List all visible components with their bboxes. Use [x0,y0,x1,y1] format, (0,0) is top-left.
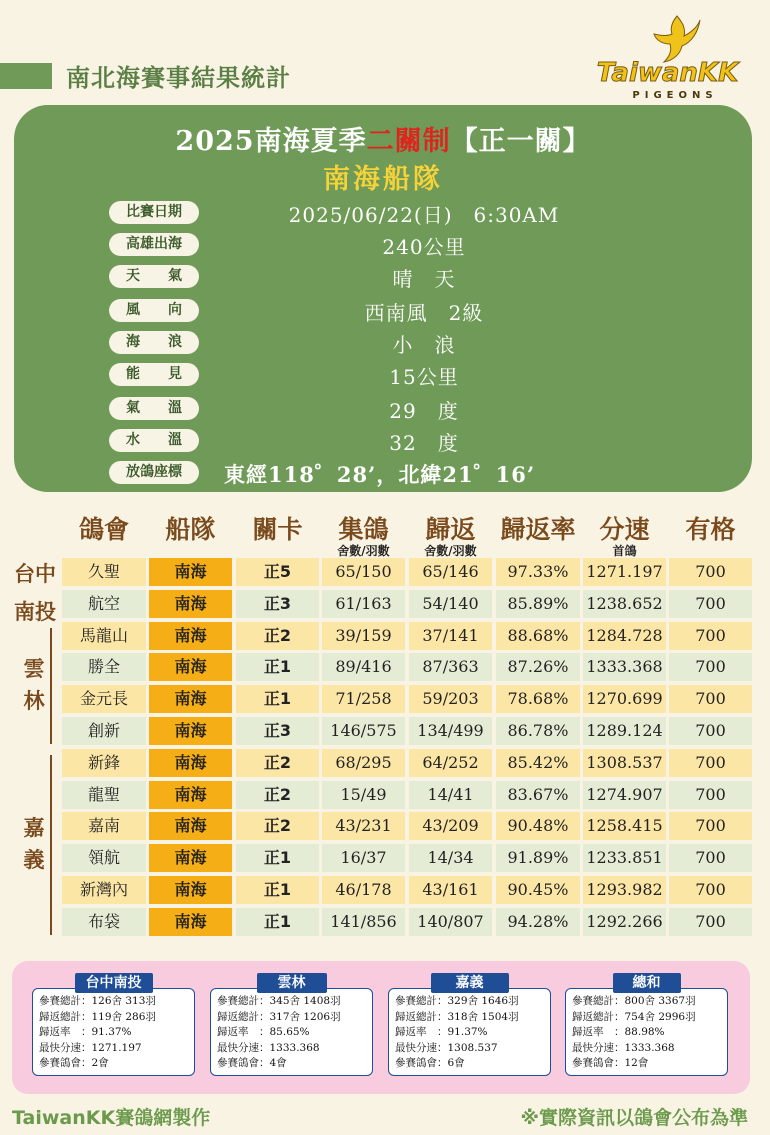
taiwankk-logo [580,14,755,104]
info-label: 比賽日期 [109,201,199,224]
cell-prize: 700 [669,812,752,840]
cell-prize: 700 [669,908,752,936]
summary-line: 歸返總計：754舍 2996羽 [572,1010,696,1023]
cell-team: 南海 [149,844,232,872]
header-rate: 歸返率 [500,515,576,544]
cell-rate: 83.67% [496,781,580,809]
cell-team: 南海 [149,685,232,713]
header-team: 船隊 [165,515,216,544]
info-label: 水 溫 [109,429,199,452]
event-info-panel [14,105,752,492]
subheader-collect: 舍數/羽數 [337,544,390,558]
cell-stage: 正1 [236,653,319,681]
cell-club: 創新 [62,717,146,745]
info-row [109,265,719,289]
cell-speed: 1308.537 [583,749,666,777]
info-value: 東經118゜28’，北緯21゜16’ [224,462,536,487]
info-row [109,363,719,387]
cell-ret: 65/146 [409,558,492,586]
cell-team: 南海 [149,749,232,777]
cell-team: 南海 [149,653,232,681]
cell-stage: 正1 [236,908,319,936]
summary-line: 最快分速：1333.368 [572,1041,675,1054]
cell-rate: 90.48% [496,812,580,840]
header-collect: 集鴿 [338,515,389,544]
cell-speed: 1274.907 [583,781,666,809]
info-row [109,299,719,323]
summary-line: 參賽鴿會：6會 [395,1057,465,1069]
summary-card [210,988,373,1076]
cell-team: 南海 [149,876,232,904]
cell-club: 航空 [62,590,146,618]
logo-text: TaiwanKK [596,58,739,88]
cell-team: 南海 [149,908,232,936]
cell-ret: 87/363 [409,653,492,681]
header-club: 鴿會 [78,515,129,544]
cell-speed: 1271.197 [583,558,666,586]
summary-line: 最快分速：1308.537 [395,1041,498,1054]
cell-collect: 89/416 [322,653,405,681]
cell-prize: 700 [669,653,752,681]
cell-collect: 16/37 [322,844,405,872]
info-value: 240公里 [382,235,466,259]
summary-line: 歸返總計：318舍 1504羽 [395,1010,519,1023]
cell-collect: 71/258 [322,685,405,713]
info-row [109,461,719,485]
cell-rate: 85.89% [496,590,580,618]
cell-club: 布袋 [62,908,146,936]
summary-line: 參賽總計：126舍 313羽 [39,995,156,1007]
cell-speed: 1238.652 [583,590,666,618]
cell-club: 嘉南 [62,812,146,840]
header-stage: 關卡 [252,515,303,544]
cell-stage: 正2 [236,781,319,809]
cell-ret: 14/41 [409,781,492,809]
cell-team: 南海 [149,812,232,840]
summary-line: 參賽總計：345舍 1408羽 [217,995,341,1007]
cell-rate: 78.68% [496,685,580,713]
info-row [109,331,719,355]
cell-ret: 37/141 [409,622,492,650]
event-subtitle: 南海船隊 [323,164,443,195]
cell-collect: 15/49 [322,781,405,809]
cell-stage: 正1 [236,685,319,713]
event-title-highlight: 二關制 [366,126,451,157]
cell-prize: 700 [669,749,752,777]
summary-line: 最快分速：1271.197 [39,1041,142,1054]
cell-speed: 1289.124 [583,717,666,745]
cell-team: 南海 [149,558,232,586]
cell-stage: 正2 [236,749,319,777]
cell-club: 新鋒 [62,749,146,777]
summary-line: 參賽鴿會：2會 [39,1057,109,1069]
summary-tag: 雲林 [257,973,327,993]
summary-line: 歸返率 ：91.37% [395,1026,488,1038]
cell-club: 金元長 [62,685,146,713]
cell-club: 新灣內 [62,876,146,904]
info-label: 放鴿座標 [109,461,199,484]
info-value: 晴 天 [392,267,456,291]
summary-card [32,988,195,1076]
cell-rate: 97.33% [496,558,580,586]
region-label-line2: 南投 [14,599,56,624]
cell-ret: 43/161 [409,876,492,904]
cell-speed: 1292.266 [583,908,666,936]
cell-rate: 90.45% [496,876,580,904]
cell-prize: 700 [669,844,752,872]
cell-stage: 正2 [236,622,319,650]
info-value: 32 度 [389,431,459,455]
cell-prize: 700 [669,781,752,809]
cell-stage: 正3 [236,590,319,618]
cell-rate: 94.28% [496,908,580,936]
info-value: 2025/06/22(日) 6:30AM [288,203,560,227]
summary-card [388,988,551,1076]
summary-line: 歸返率 ：85.65% [217,1026,310,1038]
cell-ret: 140/807 [409,908,492,936]
cell-stage: 正3 [236,717,319,745]
info-label: 能 見 [109,363,199,386]
cell-ret: 43/209 [409,812,492,840]
info-label: 天 氣 [109,265,199,288]
cell-club: 龍聖 [62,781,146,809]
region-label-yunlin: 雲林 [23,656,45,713]
page-title: 南北海賽事結果統計 [66,64,291,92]
info-label: 海 浪 [109,331,199,354]
info-label: 風 向 [109,299,199,322]
summary-tag: 嘉義 [431,973,509,993]
cell-collect: 65/150 [322,558,405,586]
cell-collect: 46/178 [322,876,405,904]
cell-ret: 134/499 [409,717,492,745]
cell-prize: 700 [669,558,752,586]
region-bracket-chiayi [50,755,62,935]
event-title-prefix: 2025南海夏季 [175,126,367,157]
cell-rate: 91.89% [496,844,580,872]
summary-tag: 總和 [613,973,681,993]
cell-ret: 54/140 [409,590,492,618]
info-row [109,397,719,421]
summary-line: 參賽總計：329舍 1646羽 [395,995,519,1007]
cell-collect: 43/231 [322,812,405,840]
summary-line: 歸返率 ：88.98% [572,1026,665,1038]
event-title-suffix: 【正一關】 [450,126,591,157]
summary-line: 參賽總計：800舍 3367羽 [572,995,696,1007]
summary-line: 歸返總計：119舍 286羽 [39,1010,156,1023]
info-value: 29 度 [389,399,459,423]
region-label-line1: 台中 [14,561,56,586]
cell-ret: 14/34 [409,844,492,872]
header-accent-bar [0,63,52,89]
cell-club: 勝全 [62,653,146,681]
cell-rate: 85.42% [496,749,580,777]
summary-line: 參賽鴿會：12會 [572,1057,649,1069]
cell-club: 久聖 [62,558,146,586]
header-return: 歸返 [425,515,476,544]
cell-collect: 141/856 [322,908,405,936]
cell-stage: 正1 [236,876,319,904]
info-row [109,429,719,453]
summary-tag: 台中南投 [75,973,153,993]
info-row [109,201,719,225]
cell-rate: 88.68% [496,622,580,650]
info-value: 小 浪 [392,333,456,357]
cell-team: 南海 [149,590,232,618]
summary-card [565,988,728,1076]
cell-prize: 700 [669,622,752,650]
info-label: 高雄出海 [109,233,199,256]
summary-line: 歸返率 ：91.37% [39,1026,132,1038]
header-speed: 分速 [599,515,650,544]
summary-line: 參賽鴿會：4會 [217,1057,287,1069]
cell-stage: 正1 [236,844,319,872]
cell-speed: 1293.982 [583,876,666,904]
info-label: 氣 溫 [109,397,199,420]
subheader-speed: 首鴿 [612,544,637,558]
cell-club: 馬龍山 [62,622,146,650]
summary-line: 最快分速：1333.368 [217,1041,320,1054]
info-value: 西南風 2級 [364,301,484,325]
summary-panel [12,961,750,1094]
logo-subtext: PIGEONS [632,90,718,101]
region-bracket-yunlin [50,628,62,744]
cell-speed: 1270.699 [583,685,666,713]
cell-rate: 86.78% [496,717,580,745]
cell-prize: 700 [669,876,752,904]
cell-team: 南海 [149,622,232,650]
cell-collect: 146/575 [322,717,405,745]
cell-collect: 39/159 [322,622,405,650]
cell-ret: 64/252 [409,749,492,777]
cell-speed: 1258.415 [583,812,666,840]
cell-prize: 700 [669,590,752,618]
cell-speed: 1233.851 [583,844,666,872]
cell-team: 南海 [149,781,232,809]
footer-credit: TaiwanKK賽鴿網製作 [12,1107,211,1129]
cell-rate: 87.26% [496,653,580,681]
footer-disclaimer: ※實際資訊以鴿會公布為準 [520,1107,748,1129]
cell-collect: 68/295 [322,749,405,777]
cell-ret: 59/203 [409,685,492,713]
event-title [14,119,752,158]
cell-prize: 700 [669,717,752,745]
summary-line: 歸返總計：317舍 1206羽 [217,1010,341,1023]
info-value: 15公里 [389,365,459,389]
cell-club: 領航 [62,844,146,872]
cell-collect: 61/163 [322,590,405,618]
subheader-return: 舍數/羽數 [424,544,477,558]
region-label-taichung [14,558,56,626]
info-row [109,233,719,257]
cell-stage: 正5 [236,558,319,586]
cell-prize: 700 [669,685,752,713]
header-prize: 有格 [685,515,736,544]
cell-team: 南海 [149,717,232,745]
cell-stage: 正2 [236,812,319,840]
cell-speed: 1333.368 [583,653,666,681]
cell-speed: 1284.728 [583,622,666,650]
region-label-chiayi: 嘉義 [23,815,45,872]
